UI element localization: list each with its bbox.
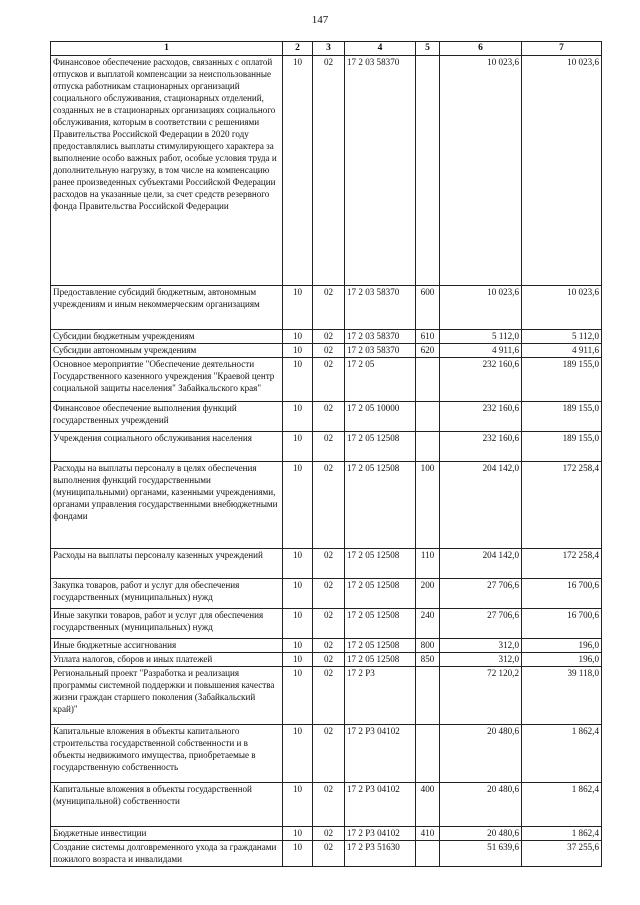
row-target-article: 17 2 05 12508 [345,431,416,461]
row-amount-2: 16 700,6 [522,578,602,608]
row-amount-2: 10 023,6 [522,285,602,329]
row-expense-type: 620 [416,343,440,357]
row-expense-type [416,666,440,724]
row-target-article: 17 2 P3 [345,666,416,724]
row-subsection: 02 [313,578,345,608]
table-row [51,357,602,401]
row-amount-1: 5 112,0 [440,329,522,343]
table-row [51,638,602,652]
row-expense-type: 110 [416,548,440,578]
row-amount-2: 172 258,4 [522,461,602,548]
table-row [51,329,602,343]
row-section: 10 [283,357,313,401]
row-target-article: 17 2 P3 04102 [345,826,416,840]
row-amount-2: 37 255,6 [522,840,602,866]
table-row [51,608,602,638]
table-row [51,401,602,431]
row-name: Расходы на выплаты персоналу казенных учреждений [51,548,283,578]
row-expense-type: 610 [416,329,440,343]
row-section: 10 [283,724,313,782]
table-row [51,652,602,666]
row-amount-2: 5 112,0 [522,329,602,343]
row-amount-2: 1 862,4 [522,724,602,782]
budget-table [50,41,602,867]
row-amount-1: 312,0 [440,652,522,666]
row-amount-2: 189 155,0 [522,401,602,431]
row-subsection: 02 [313,548,345,578]
row-expense-type [416,431,440,461]
row-amount-2: 172 258,4 [522,548,602,578]
row-expense-type: 100 [416,461,440,548]
row-name: Финансовое обеспечение выполнения функций государственных учреждений [51,401,283,431]
row-subsection: 02 [313,840,345,866]
row-amount-1: 312,0 [440,638,522,652]
row-subsection: 02 [313,401,345,431]
table-row [51,826,602,840]
row-subsection: 02 [313,724,345,782]
row-amount-1: 10 023,6 [440,285,522,329]
row-target-article: 17 2 05 12508 [345,578,416,608]
row-amount-1: 204 142,0 [440,461,522,548]
row-subsection: 02 [313,285,345,329]
table-row [51,343,602,357]
col-header-section: 2 [283,42,313,56]
row-name: Капитальные вложения в объекты капитального строительства государственной собственности и в объекты недвижимого имущества, приобретаемые в государственную собственность [51,724,283,782]
table-row [51,578,602,608]
row-amount-1: 27 706,6 [440,608,522,638]
row-amount-1: 232 160,6 [440,357,522,401]
table-row [51,548,602,578]
row-target-article: 17 2 03 58370 [345,285,416,329]
row-expense-type: 800 [416,638,440,652]
row-name: Основное мероприятие "Обеспечение деятельности Государственного казенного учреждения "Краевой центр социальной защиты населения" Забайкальского края" [51,357,283,401]
row-subsection: 02 [313,329,345,343]
row-amount-1: 51 639,6 [440,840,522,866]
row-amount-1: 27 706,6 [440,578,522,608]
row-subsection: 02 [313,431,345,461]
row-expense-type [416,840,440,866]
row-amount-2: 4 911,6 [522,343,602,357]
col-header-name: 1 [51,42,283,56]
row-expense-type: 400 [416,782,440,826]
table-row [51,461,602,548]
col-header-subsection: 3 [313,42,345,56]
row-subsection: 02 [313,826,345,840]
row-name: Региональный проект "Разработка и реализация программы системной поддержки и повышения качества жизни граждан старшего поколения (Забайкальский край)" [51,666,283,724]
row-section: 10 [283,431,313,461]
row-name: Субсидии бюджетным учреждениям [51,329,283,343]
row-expense-type [416,55,440,285]
row-name: Субсидии автономным учреждениям [51,343,283,357]
table-row [51,782,602,826]
row-name: Иные закупки товаров, работ и услуг для обеспечения государственных (муниципальных) нужд [51,608,283,638]
row-section: 10 [283,343,313,357]
row-section: 10 [283,548,313,578]
row-section: 10 [283,840,313,866]
row-amount-1: 20 480,6 [440,724,522,782]
row-subsection: 02 [313,461,345,548]
table-row [51,724,602,782]
row-name: Капитальные вложения в объекты государственной (муниципальной) собственности [51,782,283,826]
row-target-article: 17 2 P3 04102 [345,724,416,782]
row-amount-2: 10 023,6 [522,55,602,285]
row-section: 10 [283,285,313,329]
row-amount-2: 1 862,4 [522,826,602,840]
row-name: Создание системы долговременного ухода за гражданами пожилого возраста и инвалидами [51,840,283,866]
row-expense-type: 850 [416,652,440,666]
row-amount-2: 1 862,4 [522,782,602,826]
row-section: 10 [283,461,313,548]
row-amount-2: 189 155,0 [522,431,602,461]
row-section: 10 [283,329,313,343]
row-expense-type: 600 [416,285,440,329]
row-amount-2: 39 118,0 [522,666,602,724]
row-section: 10 [283,826,313,840]
row-amount-2: 196,0 [522,638,602,652]
row-subsection: 02 [313,652,345,666]
row-target-article: 17 2 05 12508 [345,608,416,638]
row-amount-1: 72 120,2 [440,666,522,724]
row-section: 10 [283,652,313,666]
row-name: Бюджетные инвестиции [51,826,283,840]
page-number: 147 [311,14,329,26]
row-amount-1: 204 142,0 [440,548,522,578]
row-section: 10 [283,578,313,608]
row-target-article: 17 2 05 12508 [345,548,416,578]
row-target-article: 17 2 05 10000 [345,401,416,431]
row-expense-type [416,357,440,401]
col-header-expense-type: 5 [416,42,440,56]
table-row [51,431,602,461]
row-expense-type [416,724,440,782]
row-amount-1: 4 911,6 [440,343,522,357]
row-amount-1: 232 160,6 [440,401,522,431]
row-name: Расходы на выплаты персоналу в целях обеспечения выполнения функций государственными (муниципальными) органами, казенными учреждениями, органами управления государственными внебюджетными фондами [51,461,283,548]
row-target-article: 17 2 05 12508 [345,461,416,548]
row-expense-type: 240 [416,608,440,638]
row-subsection: 02 [313,608,345,638]
row-section: 10 [283,666,313,724]
table-row [51,840,602,866]
col-header-amount-2: 7 [522,42,602,56]
row-expense-type: 410 [416,826,440,840]
table-row [51,55,602,285]
row-amount-2: 189 155,0 [522,357,602,401]
row-target-article: 17 2 03 58370 [345,329,416,343]
row-target-article: 17 2 05 12508 [345,652,416,666]
table-row [51,285,602,329]
row-subsection: 02 [313,666,345,724]
row-subsection: 02 [313,55,345,285]
row-name: Учреждения социального обслуживания населения [51,431,283,461]
row-section: 10 [283,608,313,638]
row-expense-type: 200 [416,578,440,608]
row-target-article: 17 2 03 58370 [345,343,416,357]
row-amount-1: 20 480,6 [440,782,522,826]
row-amount-1: 232 160,6 [440,431,522,461]
row-section: 10 [283,55,313,285]
col-header-amount-1: 6 [440,42,522,56]
row-name: Предоставление субсидий бюджетным, автономным учреждениям и иным некоммерческим организациям [51,285,283,329]
row-section: 10 [283,401,313,431]
row-target-article: 17 2 P3 51630 [345,840,416,866]
row-name: Финансовое обеспечение расходов, связанных с оплатой отпусков и выплатой компенсации за неиспользованные отпуска работникам стационарных организаций социального обслуживания, стационарных отделений, созданных не в стационарных организациях социального обслуживания, которым в соответствии с решениями Правительства Российской Федерации в 2020 году предоставлялись выплаты стимулирующего характера за выполнение особо важных работ, особые условия труда и дополнительную нагрузку, в том числе на компенсацию ранее произведенных субъектами Российской Федерации расходов на указанные цели, за счет средств резервного фонда Правительства Российской Федерации [51,55,283,285]
row-name: Закупка товаров, работ и услуг для обеспечения государственных (муниципальных) нужд [51,578,283,608]
row-subsection: 02 [313,782,345,826]
row-amount-2: 196,0 [522,652,602,666]
row-target-article: 17 2 03 58370 [345,55,416,285]
row-subsection: 02 [313,357,345,401]
row-amount-2: 16 700,6 [522,608,602,638]
row-target-article: 17 2 05 12508 [345,638,416,652]
row-target-article: 17 2 P3 04102 [345,782,416,826]
row-name: Уплата налогов, сборов и иных платежей [51,652,283,666]
row-section: 10 [283,782,313,826]
row-amount-1: 10 023,6 [440,55,522,285]
row-expense-type [416,401,440,431]
row-target-article: 17 2 05 [345,357,416,401]
table-row [51,666,602,724]
row-section: 10 [283,638,313,652]
col-header-target-article: 4 [345,42,416,56]
row-subsection: 02 [313,343,345,357]
row-subsection: 02 [313,638,345,652]
row-amount-1: 20 480,6 [440,826,522,840]
header-row [51,42,602,56]
row-name: Иные бюджетные ассигнования [51,638,283,652]
